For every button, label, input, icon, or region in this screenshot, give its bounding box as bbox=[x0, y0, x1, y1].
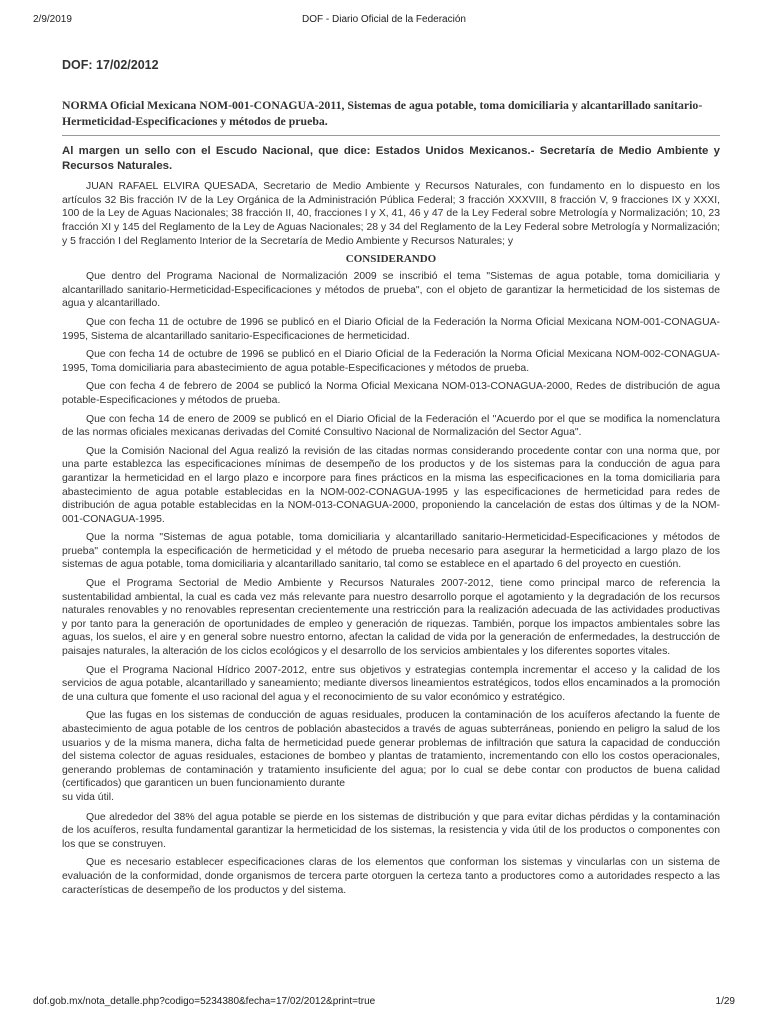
paragraph: Que dentro del Programa Nacional de Normalización 2009 se inscribió el tema "Sistemas de agua potable, toma domiciliaria y alcantarillado sanitario-Hermeticidad-Especificaciones y métodos de prueba", con el objeto de garantizar la hermeticidad de los sistemas de agua y alcantarillado. bbox=[62, 271, 720, 310]
paragraph: Que el Programa Nacional Hídrico 2007-2012, entre sus objetivos y estrategias contempla incrementar el acceso y la calidad de los servicios de agua potable, alcantarillado y saneamiento; mediante diversos lineamientos estratégicos, todos ellos encaminados a la promoción de una cultura que fomente el uso racional del agua y el reconocimiento de su valor económico y estratégico. bbox=[62, 664, 720, 703]
page-url: dof.gob.mx/nota_detalle.php?codigo=5234380&fecha=17/02/2012&print=true bbox=[33, 996, 376, 1007]
print-date: 2/9/2019 bbox=[33, 14, 72, 25]
paragraph: Que las fugas en los sistemas de conducción de aguas residuales, producen la contaminación de los acuíferos afectando la fuente de abastecimiento de agua potable de los centros de población abastecidos a través de aguas subterráneas, poniendo en peligro la salud de los usuarios y de la misma manera, dicha falta de hermeticidad puede generar problemas de infiltración que satura la capacidad de conducción del sistema colector de aguas residuales, estaciones de bombeo y plantas de tratamiento, incrementando con ello los costos operacionales, generando problemas de contaminación y tratamiento insuficiente del agua; por lo cual se debe contar con productos de buena calidad (certificados) que garanticen un buen funcionamiento durante bbox=[62, 710, 720, 790]
paragraph: Que el Programa Sectorial de Medio Ambiente y Recursos Naturales 2007-2012, tiene como principal marco de referencia la sustentabilidad ambiental, la cual es cada vez más relevante para nuestro desarrollo porque el agotamiento y la degradación de los recursos naturales renovables y no renovables representan crecientemente una restricción para la realización adecuada de las actividades productivas y por tanto para la generación de oportunidades de empleo y generación de riquezas. También, porque los impactos ambientales sobre las aguas, los suelos, el aire y en general sobre nuestro entorno, afectan la calidad de vida por la generación de enfermedades, la destrucción de paisajes naturales, la alteración de los ciclos ecológicos y el desarrollo de los servicios ambientales y los diferentes soportes vitales. bbox=[62, 578, 720, 658]
paragraph: Que es necesario establecer especificaciones claras de los elementos que conforman los sistemas y vincularlas con un sistema de evaluación de la conformidad, donde organismos de tercera parte otorguen la certeza tanto a productores como a autoridades respecto a las características de desempeño de los productos y del sistema. bbox=[62, 857, 720, 896]
dof-date: DOF: 17/02/2012 bbox=[62, 58, 159, 72]
document-body bbox=[62, 180, 720, 897]
print-footer bbox=[33, 996, 735, 1010]
intro-paragraph: JUAN RAFAEL ELVIRA QUESADA, Secretario de Medio Ambiente y Recursos Naturales, con fundamento en lo dispuesto en los artículos 32 Bis fracción IV de la Ley Orgánica de la Administración Pública Federal; 3 fracción XXXVIII, 8 fracción V, 9 fracciones IX y XXXI, 100 de la Ley de Aguas Nacionales; 38 fracción II, 40, fracciones I y X, 41, 46 y 47 de la Ley Federal sobre Metrología y Normalización; 10, 23 fracción XI y 145 del Reglamento de la Ley de Aguas Nacionales; 28 y 34 del Reglamento de la Ley Federal sobre Metrología y Normalización; y 5 fracción I del Reglamento Interior de la Secretaría de Medio Ambiente y Recursos Naturales; y bbox=[62, 181, 720, 247]
paragraph: Que la Comisión Nacional del Agua realizó la revisión de las citadas normas considerando procedente contar con una norma que, por una parte establezca las especificaciones mínimas de desempeño de los productos y de los sistemas para la conducción de agua para garantizar la hermeticidad en el largo plazo e incorpore para fines prácticos en la misma las especificaciones en la toma domiciliaria para abastecimiento de agua potable establecidas en la NOM-002-CONAGUA-1995 y las especificaciones de hermeticidad para redes de distribución de agua potable establecidas en la NOM-013-CONAGUA-2000, proponiendo la cancelación de estas dos últimas y de la NOM-001-CONAGUA-1995. bbox=[62, 445, 720, 525]
paragraph: Que con fecha 4 de febrero de 2004 se publicó la Norma Oficial Mexicana NOM-013-CONAGUA-2000, Redes de distribución de agua potable-Especificaciones y métodos de prueba. bbox=[62, 381, 720, 406]
norma-title: NORMA Oficial Mexicana NOM-001-CONAGUA-2011, Sistemas de agua potable, toma domiciliaria y alcantarillado sanitario-Hermeticidad-Especificaciones y métodos de prueba. bbox=[62, 98, 720, 136]
paragraph: Que con fecha 11 de octubre de 1996 se publicó en el Diario Oficial de la Federación la Norma Oficial Mexicana NOM-001-CONAGUA-1995, Sistema de alcantarillado sanitario-Especificaciones de hermeticidad. bbox=[62, 316, 720, 342]
considerando-heading: CONSIDERANDO bbox=[345, 253, 437, 266]
paragraph: su vida útil. bbox=[62, 791, 114, 803]
print-page-title: DOF - Diario Oficial de la Federación bbox=[302, 14, 466, 25]
page-number: 1/29 bbox=[715, 996, 735, 1007]
paragraph: Que con fecha 14 de enero de 2009 se publicó en el Diario Oficial de la Federación el "Acuerdo por el que se modifica la nomenclatura de las normas oficiales mexicanas derivadas del Comité Consultivo Nacional de Normalización del Sector Agua". bbox=[62, 413, 720, 439]
paragraph: Que con fecha 14 de octubre de 1996 se publicó en el Diario Oficial de la Federación la Norma Oficial Mexicana NOM-002-CONAGUA-1995, Toma domiciliaria para abastecimiento de agua potable-Especificaciones y métodos de prueba. bbox=[62, 349, 720, 374]
sello-statement: Al margen un sello con el Escudo Nacional, que dice: Estados Unidos Mexicanos.- Secretaría de Medio Ambiente y Recursos Naturales. bbox=[62, 145, 720, 173]
paragraph: Que la norma "Sistemas de agua potable, toma domiciliaria y alcantarillado sanitario-Hermeticidad-Especificaciones y métodos de prueba" contempla la especificación de hermeticidad y el método de prueba necesario para asegurar la hermeticidad a largo plazo de los sistemas de agua potable, toma domiciliaria y alcantarillado sanitario, tal como se establece en el apartado 6 del proyecto en cuestión. bbox=[62, 532, 720, 571]
document-content bbox=[62, 58, 720, 902]
print-header bbox=[33, 14, 735, 28]
paragraph: Que alrededor del 38% del agua potable se pierde en los sistemas de distribución y que para evitar dichas pérdidas y la contaminación de los acuíferos, resulta fundamental garantizar la hermeticidad de los sistemas, la resistencia y vida útil de los productos o componentes con los que se construyen. bbox=[62, 811, 720, 850]
